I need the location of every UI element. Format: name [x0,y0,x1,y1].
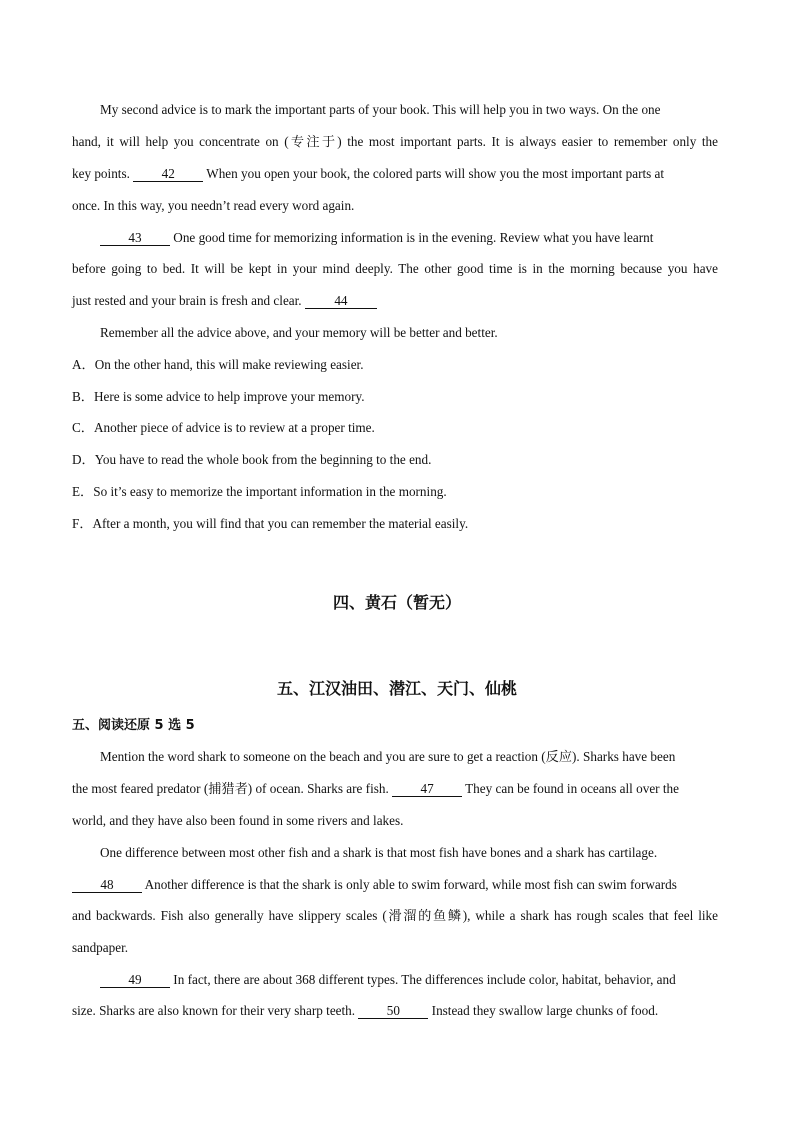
text: Another difference is that the shark is only able to swim forward, while most fish can swim forwards [144,877,677,892]
blank-42[interactable]: 42 [133,166,203,182]
passage2-p3-line2 [72,1001,658,1021]
passage1-p1-line3 [72,164,664,184]
passage2-p2-line3 [72,906,718,926]
text: Remember all the advice above, and your memory will be better and better. [100,325,498,340]
option-text: B．Here is some advice to help improve your memory. [72,389,365,404]
passage1-p2-line2 [72,259,718,279]
passage1-p1-line2 [72,132,718,152]
option-e [72,482,447,502]
text: Mention the word shark to someone on the beach and you are sure to get a reaction (反应). Sharks have been [100,749,676,764]
passage2-p2-line2 [72,875,677,895]
blank-43[interactable]: 43 [100,230,170,246]
passage1-p1-line1 [100,100,661,120]
passage2-p1-line2 [72,779,679,799]
text: key points. [72,166,130,181]
passage1-p2-line3 [72,291,377,311]
passage1-p2-line1 [100,228,653,248]
blank-49[interactable]: 49 [100,972,170,988]
section5-title: 五、江汉油田、潜江、天门、仙桃 [276,679,517,698]
text: In fact, there are about 368 different types. The differences include color, habitat, behavior, and [173,972,676,987]
text: before going to bed. It will be kept in your mind deeply. The other good time is in the morning because you have [72,261,718,276]
text: the most feared predator (捕猎者) of ocean. Sharks are fish. [72,781,389,796]
text: When you open your book, the colored parts will show you the most important parts at [206,166,665,181]
option-d [72,450,431,470]
passage2-p2-line1 [100,843,657,863]
text: My second advice is to mark the important parts of your book. This will help you in two ways. On the one [100,102,661,117]
blank-47[interactable]: 47 [392,781,462,797]
section4-title: 四、黄石（暂无） [332,593,461,612]
text: hand, it will help you concentrate on (专注于) the most important parts. It is always easier to remember only the [72,134,718,149]
text: world, and they have also been found in some rivers and lakes. [72,813,404,828]
text: sandpaper. [72,940,129,955]
passage2-p2-line4 [72,938,128,958]
text: once. In this way, you needn’t read every word again. [72,198,355,213]
text: One difference between most other fish and a shark is that most fish have bones and a shark has cartilage. [100,845,658,860]
text: size. Sharks are also known for their very sharp teeth. [72,1003,356,1018]
option-text: F．After a month, you will find that you can remember the material easily. [72,516,469,531]
text: Instead they swallow large chunks of food. [431,1003,659,1018]
option-text: C．Another piece of advice is to review at a proper time. [72,420,375,435]
option-a [72,355,364,375]
passage2-p1-line1 [100,747,675,767]
passage1-p1-line4 [72,196,354,216]
passage2-p3-line1 [100,970,676,990]
passage2-p1-line3 [72,811,403,831]
text: just rested and your brain is fresh and clear. [72,293,302,308]
text: and backwards. Fish also generally have slippery scales (滑溜的鱼鳞), while a shark has rough scales that feel like [72,908,718,923]
option-text: E．So it’s easy to memorize the important information in the morning. [72,484,447,499]
section5-subtitle: 五、阅读还原 5 选 5 [72,718,195,733]
passage1-p3 [100,323,498,343]
text: One good time for memorizing information is in the evening. Review what you have learnt [173,230,654,245]
option-b [72,387,365,407]
blank-44[interactable]: 44 [305,293,377,309]
option-f [72,514,468,534]
option-c [72,418,375,438]
blank-48[interactable]: 48 [72,877,142,893]
blank-50[interactable]: 50 [358,1003,428,1019]
text: They can be found in oceans all over the [465,781,679,796]
option-text: A．On the other hand, this will make reviewing easier. [72,357,364,372]
option-text: D．You have to read the whole book from the beginning to the end. [72,452,432,467]
